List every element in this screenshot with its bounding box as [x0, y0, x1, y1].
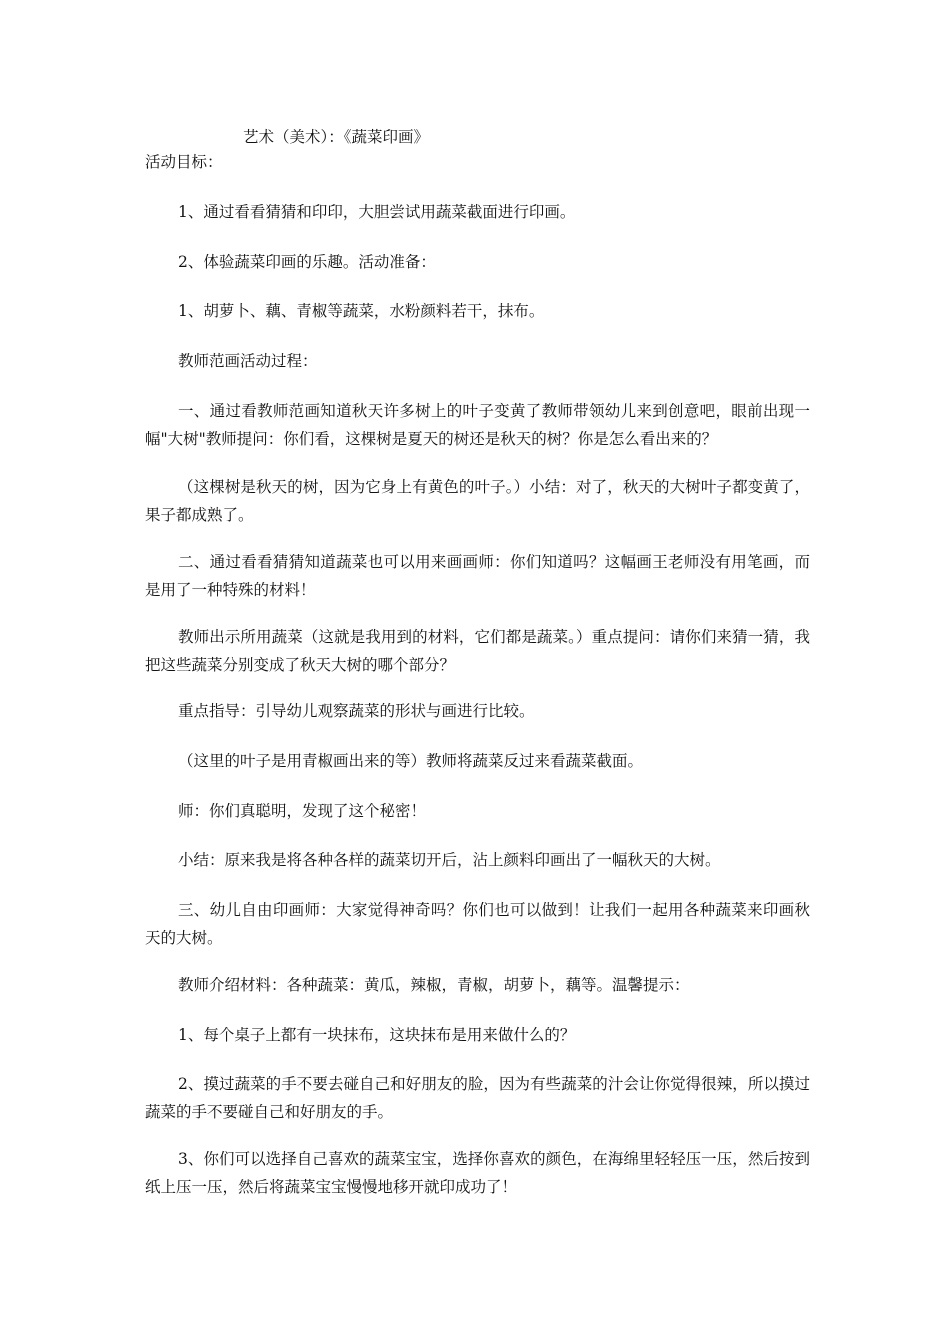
paragraph: 小结：原来我是将各种各样的蔬菜切开后，沾上颜料印画出了一幅秋天的大树。 [178, 851, 721, 869]
section-heading-goals: 活动目标： [145, 153, 223, 171]
paragraph: （这棵树是秋天的树，因为它身上有黄色的叶子。）小结：对了，秋天的大树叶子都变黄了，果子都成熟了。 [145, 478, 810, 524]
paragraph: 2、体验蔬菜印画的乐趣。活动准备： [178, 253, 436, 271]
paragraph: 重点指导：引导幼儿观察蔬菜的形状与画进行比较。 [178, 702, 535, 720]
paragraph: 师：你们真聪明，发现了这个秘密！ [178, 802, 427, 820]
paragraph: 1、每个桌子上都有一块抹布，这块抹布是用来做什么的？ [178, 1026, 576, 1044]
paragraph: 教师范画活动过程： [178, 352, 318, 370]
paragraph: （这里的叶子是用青椒画出来的等）教师将蔬菜反过来看蔬菜截面。 [178, 752, 644, 770]
paragraph: 教师出示所用蔬菜（这就是我用到的材料，它们都是蔬菜。）重点提问：请你们来猜一猜，我把这些蔬菜分别变成了秋天大树的哪个部分？ [145, 628, 810, 674]
document-title: 艺术（美术）：《蔬菜印画》 [243, 128, 430, 146]
paragraph: 1、胡萝卜、藕、青椒等蔬菜，水粉颜料若干，抹布。 [178, 302, 545, 320]
paragraph: 三、幼儿自由印画师：大家觉得神奇吗？你们也可以做到！让我们一起用各种蔬菜来印画秋天的大树。 [145, 901, 810, 947]
paragraph: 3、你们可以选择自己喜欢的蔬菜宝宝，选择你喜欢的颜色，在海绵里轻轻压一压，然后按到纸上压一压，然后将蔬菜宝宝慢慢地移开就印成功了！ [145, 1150, 810, 1196]
paragraph: 二、通过看看猜猜知道蔬菜也可以用来画画师：你们知道吗？这幅画王老师没有用笔画，而是用了一种特殊的材料！ [145, 553, 810, 599]
paragraph: 教师介绍材料：各种蔬菜：黄瓜，辣椒，青椒，胡萝卜，藕等。温馨提示： [178, 976, 690, 994]
paragraph: 一、通过看教师范画知道秋天许多树上的叶子变黄了教师带领幼儿来到创意吧，眼前出现一幅"大树"教师提问：你们看，这棵树是夏天的树还是秋天的树？你是怎么看出来的？ [145, 402, 810, 448]
paragraph: 2、摸过蔬菜的手不要去碰自己和好朋友的脸，因为有些蔬菜的汁会让你觉得很辣，所以摸过蔬菜的手不要碰自己和好朋友的手。 [145, 1075, 810, 1121]
paragraph: 1、通过看看猜猜和印印，大胆尝试用蔬菜截面进行印画。 [178, 203, 576, 221]
